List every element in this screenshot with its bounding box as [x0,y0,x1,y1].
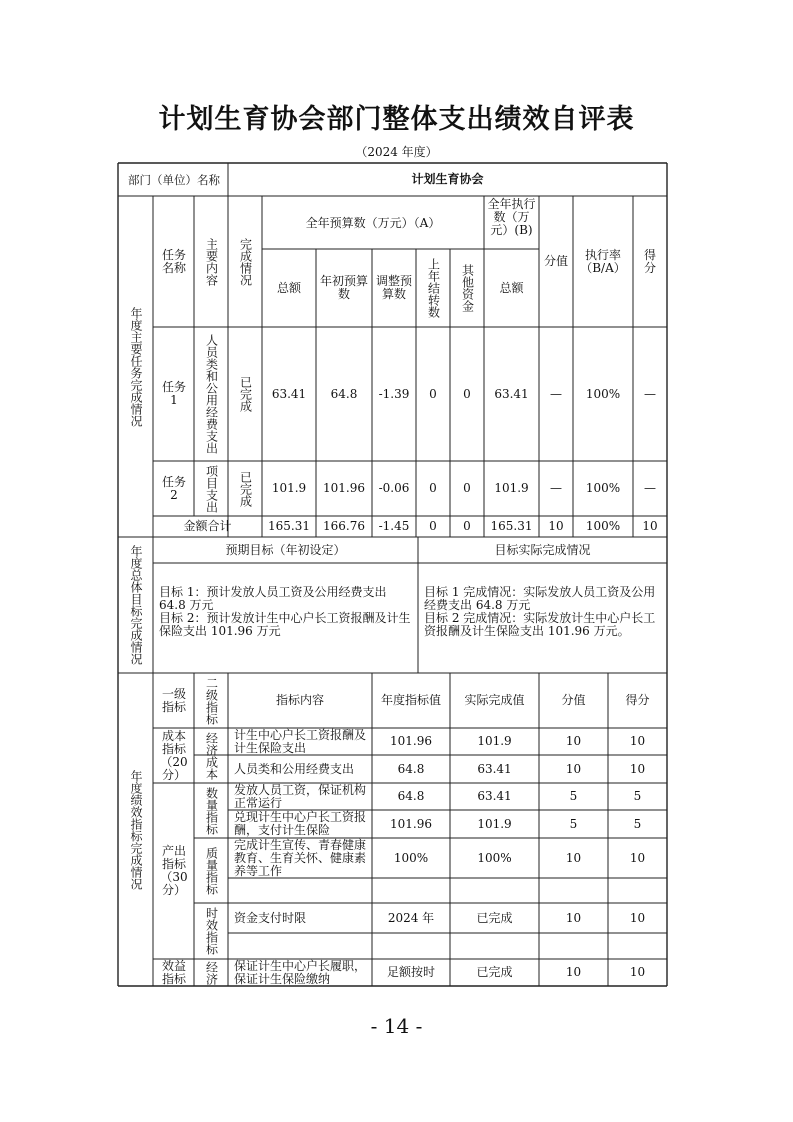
perf-row-value: 10 [565,910,582,925]
expected-goal-header: 预期目标（年初设定） [225,542,346,557]
quality-indicator-label: 质量指标 [204,846,219,895]
level2-header: 二级指标 [204,676,219,725]
task2-total: 101.9 [271,481,307,495]
perf-row-content: 完成计生宣传、青春健康教育、生育关怀、健康素养等工作 [234,837,367,878]
perf-row-value: 10 [565,761,582,776]
task1-other: 0 [463,386,471,401]
task1-score: — [644,386,656,401]
perf-row-actual: 已完成 [476,910,513,925]
sum-other: 0 [463,519,471,533]
perf-row-score: 10 [629,734,646,748]
output-indicator-label: 产出指标（30分） [160,844,188,897]
task1-content: 人员类和公用经费支出 [204,334,219,454]
task1-exec: 63.41 [494,386,529,401]
quantity-indicator-label: 数量指标 [204,786,219,835]
actual-goal-text: 目标 1 完成情况：实际发放人员工资及公用经费支出 64.8 万元 目标 2 完成情况：实际发放计生中心户长工资报酬及计生保险支出 101.96 万元。 [424,585,656,638]
indicator-content-header: 指标内容 [275,693,324,707]
perf-row-score: 10 [629,850,646,865]
sum-exec: 165.31 [490,519,533,533]
perf-row-target: 100% [393,850,429,865]
perf-row-value: 10 [565,965,582,979]
econ-cost-label: 经济成本 [204,731,219,780]
dept-label: 部门（单位）名称 [128,172,220,187]
task-name-header: 任务名称 [161,247,186,275]
task-content-header: 主要内容 [204,237,219,286]
sum-score: 10 [642,519,658,533]
task-status-header: 完成情况 [238,237,253,286]
perf-row-content: 发放人员工资，保证机构正常运行 [234,782,367,810]
task2-exec: 101.9 [494,481,529,495]
timely-indicator-label: 时效指标 [204,907,219,955]
task2-rate: 100% [585,481,621,495]
year-note: （2024 年度） [355,145,438,159]
perf-row-target: 101.96 [390,816,432,831]
sum-rate: 100% [585,519,621,533]
exec-total-header: 总额 [499,280,524,295]
task2-other: 0 [463,481,471,495]
budget-group-header: 全年预算数（万元）（A） [305,215,441,230]
perf-row-actual: 101.9 [477,816,512,831]
perf-section-label: 年度绩效指标完成情况 [129,769,143,890]
perf-value-header: 分值 [561,693,586,707]
perf-row-score: 10 [629,910,646,925]
exec-group-header: 全年执行数（万元）(B) [487,197,536,237]
benefit-indicator-label: 效益指标 [161,958,186,986]
task2-score: — [644,481,656,495]
task2-carry: 0 [429,481,437,495]
perf-row-actual: 63.41 [477,789,512,803]
annual-target-header: 年度指标值 [380,693,441,707]
carryover-header: 上年结转数 [426,258,441,318]
sum-value: 10 [548,519,564,533]
perf-row-content: 兑现计生中心户长工资报酬，支付计生保险 [234,810,367,837]
perf-row-target: 101.96 [390,734,432,748]
perf-row-actual: 100% [477,850,512,865]
task2-adjust: -0.06 [378,481,410,495]
other-funds-header: 其他资金 [460,264,475,312]
task1-value: — [550,386,562,401]
task1-carry: 0 [429,386,437,401]
task1-name: 任务1 [161,380,186,407]
sum-initial: 166.76 [323,519,365,533]
perf-row-value: 10 [565,850,582,865]
task1-adjust: -1.39 [378,386,410,401]
dept-name: 计划生育协会 [411,172,484,186]
page-number: - 14 - [370,1014,423,1038]
budget-adjust-header: 调整预算数 [376,274,413,301]
task2-initial: 101.96 [323,481,365,495]
econ-benefit-label: 经济 [204,960,219,985]
sum-label: 金额合计 [183,519,232,533]
budget-total-header: 总额 [276,280,301,295]
actual-value-header: 实际完成值 [464,693,525,707]
sum-carry: 0 [429,519,437,533]
perf-row-content: 人员类和公用经费支出 [234,761,355,776]
score-value-header: 分值 [543,254,568,268]
perf-row-target: 足额按时 [386,965,435,979]
task-section-label: 年度主要任务完成情况 [129,306,143,427]
perf-row-actual: 63.41 [477,761,512,776]
perf-row-target: 64.8 [397,761,425,776]
perf-row-content: 保证计生中心户长履职，保证计生保险缴纳 [234,958,367,986]
task1-total: 63.41 [271,386,307,401]
sum-total: 165.31 [268,519,310,533]
actual-goal-header: 目标实际完成情况 [494,542,591,557]
exec-rate-header: 执行率（B/A） [580,247,626,275]
task1-initial: 64.8 [330,386,358,401]
task2-name: 任务2 [161,474,186,502]
task2-value: — [550,481,562,495]
perf-row-target: 64.8 [397,789,425,803]
perf-score-header: 得分 [625,693,650,707]
task1-status: 已完成 [238,376,253,412]
task1-rate: 100% [585,386,621,401]
expected-goal-text: 目标 1：预计发放人员工资及公用经费支出 64.8 万元 目标 2：预计发放计生中心户长工资报酬及计生保险支出 101.96 万元 [159,585,411,638]
task2-content: 项目支出 [204,464,219,513]
sum-adjust: -1.45 [378,519,410,533]
perf-row-actual: 101.9 [477,734,512,748]
perf-row-value: 5 [569,816,578,831]
perf-row-score: 5 [633,816,642,831]
budget-initial-header: 年初预算数 [320,274,369,301]
level1-header: 一级指标 [161,686,186,714]
perf-row-score: 10 [629,965,646,979]
perf-row-actual: 已完成 [476,965,513,979]
perf-row-content: 资金支付时限 [234,910,307,925]
perf-row-score: 5 [633,789,642,803]
perf-row-content: 计生中心户长工资报酬及计生保险支出 [234,727,367,755]
perf-row-value: 10 [565,734,582,748]
cost-indicator-label: 成本指标（20分） [160,728,188,782]
perf-row-value: 5 [569,789,578,803]
task2-status: 已完成 [238,470,253,507]
score-header: 得分 [643,247,656,275]
perf-row-target: 2024 年 [387,910,435,925]
goal-section-label: 年度总体目标完成情况 [129,545,143,665]
perf-row-score: 10 [629,761,646,776]
page-title: 计划生育协会部门整体支出绩效自评表 [158,104,635,135]
